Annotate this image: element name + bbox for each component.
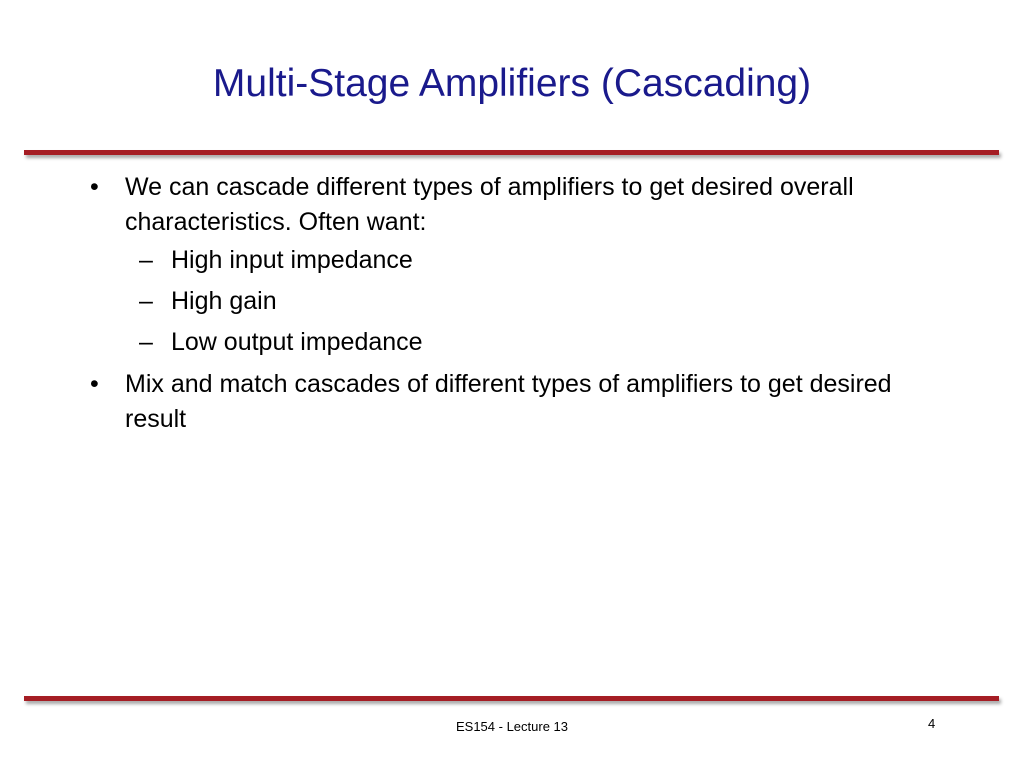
slide-title: Multi-Stage Amplifiers (Cascading) [212,62,812,105]
sub-bullet-marker: – [139,287,153,315]
top-divider [24,150,999,155]
sub-bullet-item [139,243,899,278]
bullet-item [90,170,900,240]
sub-bullet-item [139,284,899,319]
sub-bullet-text: Low output impedance [171,328,423,356]
bullet-item [90,367,900,437]
sub-bullet-marker: – [139,328,153,356]
sub-bullet-marker: – [139,246,153,274]
bottom-divider [24,696,999,701]
sub-bullet-item [139,325,899,360]
slide-footer: ES154 - Lecture 13 [455,719,569,734]
bullet-text: Mix and match cascades of different types of amplifiers to get desired result [125,370,892,433]
bullet-marker: • [90,370,99,398]
page-number: 4 [928,716,936,731]
bullet-marker: • [90,173,99,201]
sub-bullet-text: High input impedance [171,246,413,274]
sub-bullet-text: High gain [171,287,277,315]
bullet-text: We can cascade different types of amplifiers to get desired overall characteristics. Often want: [125,173,854,236]
